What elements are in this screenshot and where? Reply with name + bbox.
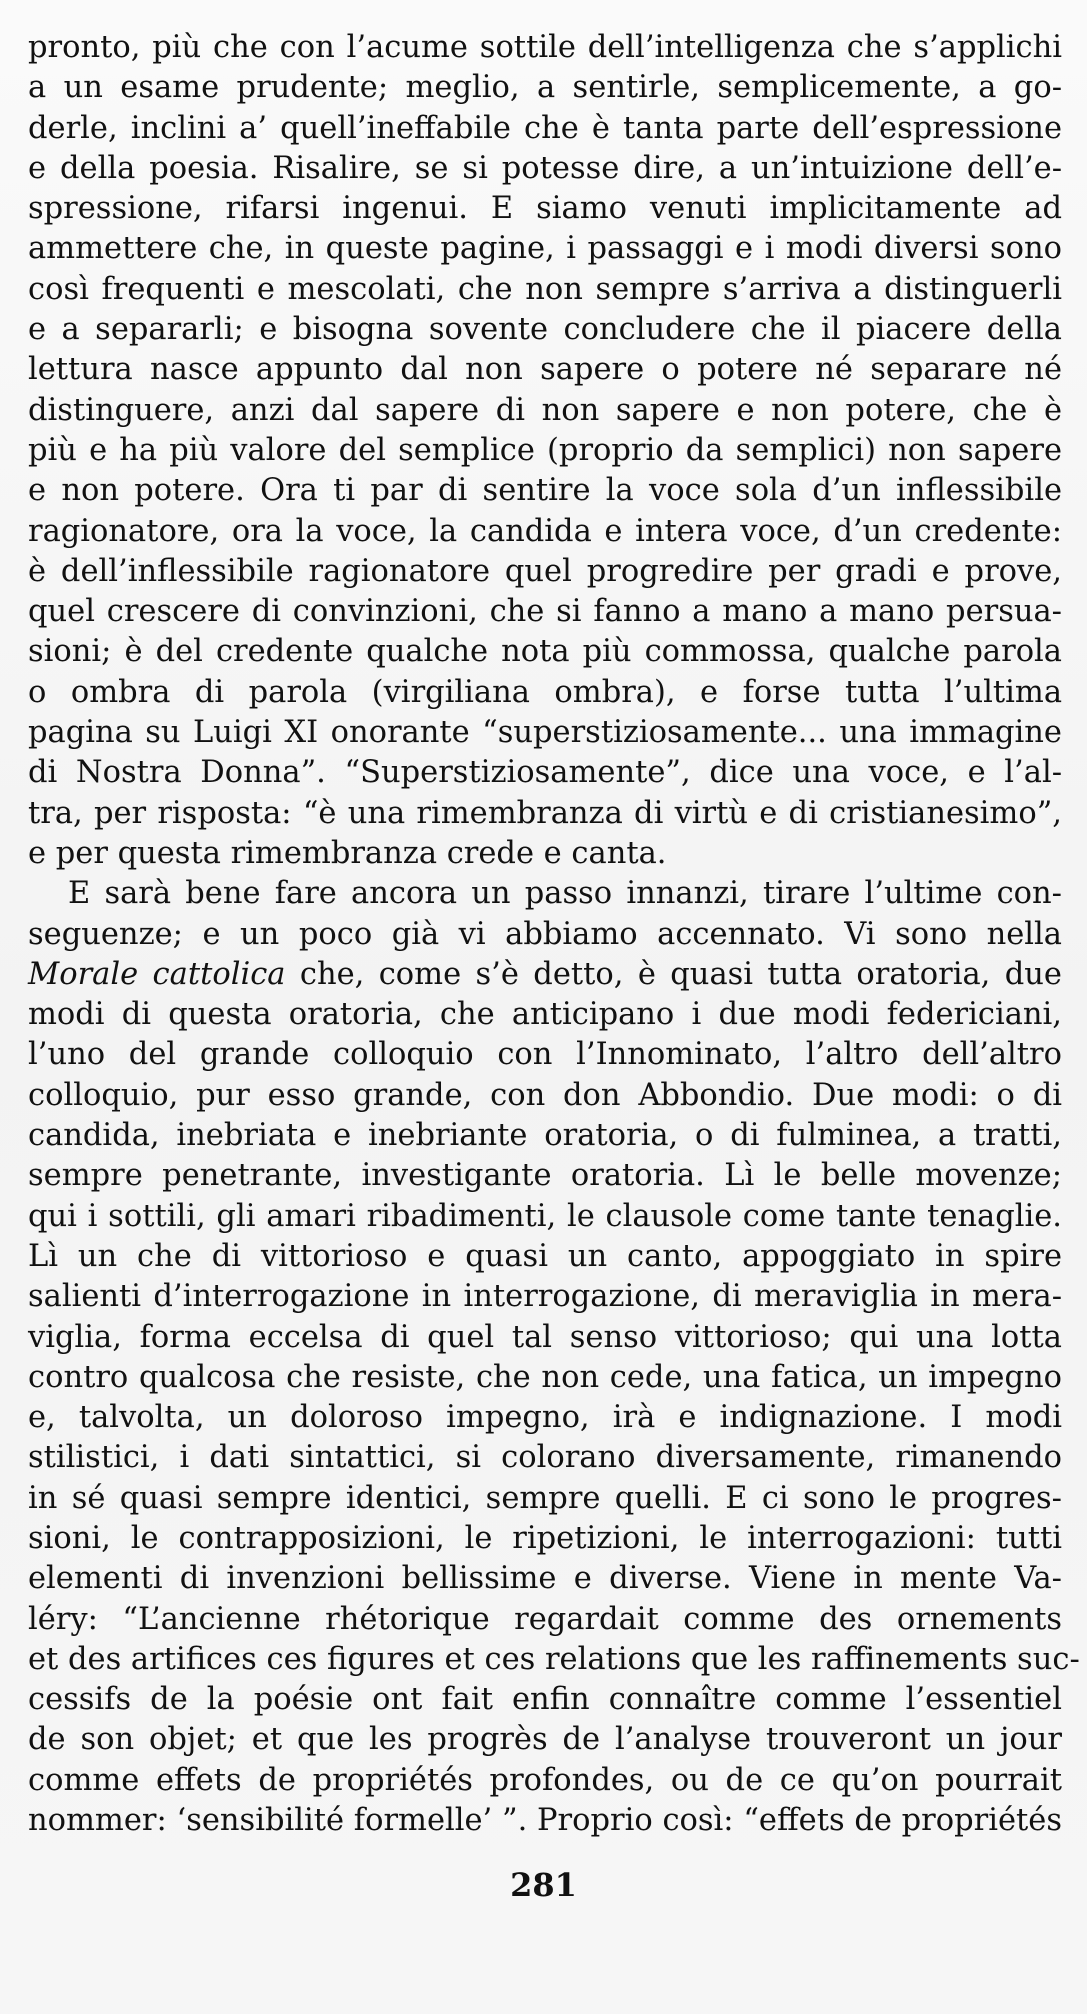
text-line: pronto, più che con l’acume sottile dell’intelligenza che s’applichi [28,30,1062,65]
text-line: in sé quasi sempre identici, sempre quelli. E ci sono le progres- [28,1480,1062,1516]
text-line: spressione, rifarsi ingenui. E siamo venuti implicitamente ad [28,191,1062,227]
text-line: modi di questa oratoria, che anticipano i due modi federiciani, [28,997,1062,1033]
text-line: derle, inclini a’ quell’ineffabile che è tanta parte dell’espressione [28,110,1062,146]
text-line: o ombra di parola (virgiliana ombra), e forse tutta l’ultima [28,674,1062,710]
text-line: contro qualcosa che resiste, che non cede, una fatica, un impegno [28,1359,1062,1395]
text-line: e a separarli; e bisogna sovente concludere che il piacere della [28,312,1062,348]
text-line: così frequenti e mescolati, che non sempre s’arriva a distinguerli [28,271,1062,307]
text-line: seguenze; e un poco già vi abbiamo accennato. Vi sono nella [28,916,1062,952]
text-line: tra, per risposta: “è una rimembranza di virtù e di cristianesimo”, [28,795,1062,831]
text-line: e della poesia. Risalire, se si potesse dire, a un’intuizione dell’e- [28,150,1062,186]
text-line: di Nostra Donna”. “Superstiziosamente”, dice una voce, e l’al- [28,755,1062,791]
book-title-italic: Morale cattolica [28,956,286,992]
text-line: viglia, forma eccelsa di quel tal senso vittorioso; qui una lotta [28,1319,1062,1355]
text-line: ammettere che, in queste pagine, i passaggi e i modi diversi sono [28,231,1062,267]
text-line: lettura nasce appunto dal non sapere o potere né separare né [28,352,1062,388]
text-line: ragionatore, ora la voce, la candida e intera voce, d’un credente: [28,513,1062,549]
paragraph-start-line: E sarà bene fare ancora un passo innanzi, tirare l’ultime con- [68,876,1062,912]
text-line: léry: “L’ancienne rhétorique regardait comme des ornements [28,1601,1062,1637]
text-line: stilistici, i dati sintattici, si colorano diversamente, rimanendo [28,1440,1062,1476]
text-line: distinguere, anzi dal sapere di non sapere e non potere, che è [28,392,1062,428]
text-line: a un esame prudente; meglio, a sentirle, semplicemente, a go- [28,70,1062,106]
text-line: comme effets de propriétés profondes, ou de ce qu’on pourrait [28,1762,1062,1798]
text-line: de son objet; et que les progrès de l’analyse trouveront un jour [28,1722,1062,1758]
text-line: elementi di invenzioni bellissime e diverse. Viene in mente Va- [28,1561,1062,1597]
text-line: qui i sottili, gli amari ribadimenti, le clausole come tante tenaglie. [28,1198,1062,1234]
text-line: nommer: ‘sensibilité formelle’ ”. Proprio così: “effets de propriétés [28,1803,1062,1839]
text-line: Lì un che di vittorioso e quasi un canto, appoggiato in spire [28,1238,1062,1274]
line-continuation: che, come s’è detto, è quasi tutta oratoria, due [299,956,1062,992]
text-line: sioni; è del credente qualche nota più commossa, qualche parola [28,634,1062,670]
text-line: et des artifices ces figures et ces relations que les raffinements suc- [28,1641,1080,1677]
text-line-with-title [28,955,1062,995]
page-number: 281 [510,1866,577,1904]
text-line: è dell’inflessibile ragionatore quel progredire per gradi e prove, [28,553,1062,589]
text-line: e non potere. Ora ti par di sentire la voce sola d’un inflessibile [28,473,1062,509]
text-line: colloquio, pur esso grande, con don Abbondio. Due modi: o di [28,1077,1062,1113]
text-line: salienti d’interrogazione in interrogazione, di meraviglia in mera- [28,1279,1062,1315]
text-line: cessifs de la poésie ont fait enfin connaître comme l’essentiel [28,1682,1062,1718]
text-line: l’uno del grande colloquio con l’Innominato, l’altro dell’altro [28,1037,1062,1073]
paragraph-end-line: e per questa rimembranza crede e canta. [28,835,667,871]
text-line: e, talvolta, un doloroso impegno, irà e indignazione. I modi [28,1400,1062,1436]
body-text [28,28,1080,1841]
text-line: pagina su Luigi XI onorante “superstiziosamente... una immagine [28,715,1062,751]
text-line: più e ha più valore del semplice (proprio da semplici) non sapere [28,432,1062,468]
text-line: sioni, le contrapposizioni, le ripetizioni, le interrogazioni: tutti [28,1520,1062,1556]
text-line: sempre penetrante, investigante oratoria. Lì le belle movenze; [28,1158,1062,1194]
text-line: candida, inebriata e inebriante oratoria, o di fulminea, a tratti, [28,1118,1062,1154]
text-line: quel crescere di convinzioni, che si fanno a mano a mano persua- [28,594,1062,630]
